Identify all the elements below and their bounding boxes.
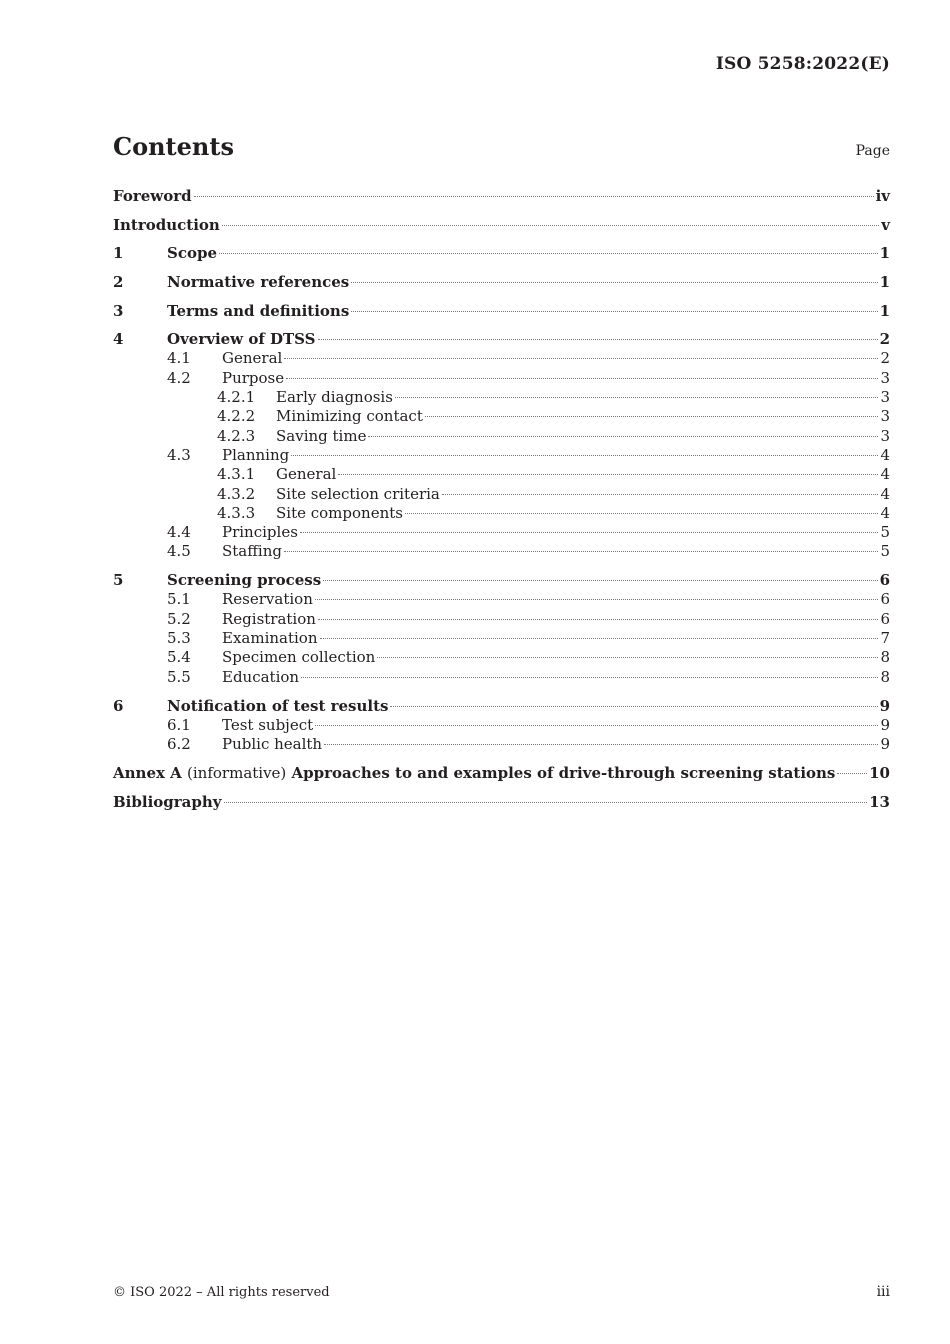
toc-entry-page: 9 [880, 715, 890, 734]
toc-entry[interactable] [113, 349, 890, 368]
dot-leader [351, 282, 877, 283]
toc-entry-number: 5.2 [167, 609, 191, 628]
dot-leader [395, 397, 879, 398]
toc-entry-title: Minimizing contact [276, 407, 423, 426]
toc-entry[interactable] [113, 235, 890, 264]
toc-entry-page: 8 [880, 648, 890, 667]
toc-entry-title: Examination [222, 628, 318, 647]
toc-entry-title: Test subject [222, 715, 314, 734]
toc-entry[interactable] [113, 465, 890, 484]
toc-entry-title: Public health [222, 734, 323, 753]
toc-entry-page: 4 [880, 445, 890, 464]
toc-entry-number: 4.3.1 [217, 465, 256, 484]
toc-entry-page: 2 [879, 330, 890, 349]
dot-leader [320, 638, 879, 639]
toc-entry[interactable] [113, 783, 890, 812]
dot-leader [315, 725, 878, 726]
toc-entry[interactable] [113, 369, 890, 388]
toc-entry-title: Overview of DTSS [167, 330, 316, 349]
toc-entry-page: 2 [880, 349, 890, 368]
toc-entry-title: Notification of test results [167, 696, 389, 715]
dot-leader [324, 744, 878, 745]
toc-entry-number: 4 [113, 330, 124, 349]
dot-leader [318, 619, 879, 620]
dot-leader [300, 532, 879, 533]
toc-entry-number: 4.2 [167, 368, 191, 387]
footer-copyright: © ISO 2022 – All rights reserved [113, 1285, 330, 1300]
toc-entry[interactable] [113, 610, 890, 629]
toc-entry-page: 4 [880, 484, 890, 503]
toc-entry-number: 1 [113, 244, 124, 263]
toc-entry[interactable] [113, 446, 890, 465]
dot-leader [338, 474, 878, 475]
toc-entry-page: 9 [880, 734, 890, 753]
dot-leader [442, 494, 879, 495]
toc-entry-number: 5.4 [167, 648, 191, 667]
toc-entry-title: Scope [167, 244, 218, 263]
toc-entry-page: 4 [880, 465, 890, 484]
toc-entry-title: Introduction [113, 215, 220, 234]
dot-leader [315, 599, 879, 600]
dot-leader [224, 802, 868, 803]
toc-entry-number: 3 [113, 301, 124, 320]
toc-entry-page: 3 [880, 407, 890, 426]
toc-entry-number: 6.1 [167, 715, 191, 734]
doc-id: ISO 5258:2022(E) [715, 54, 890, 74]
toc-entry-page: 3 [880, 388, 890, 407]
toc-entry[interactable] [113, 407, 890, 426]
dot-leader [194, 196, 874, 197]
dot-leader [323, 580, 877, 581]
dot-leader [301, 677, 878, 678]
toc-entry-page: 6 [880, 609, 890, 628]
toc-entry-number: 5.5 [167, 667, 191, 686]
toc-entry-number: 5 [113, 571, 124, 590]
footer-page-number: iii [876, 1284, 890, 1300]
toc-entry-number: 4.2.2 [217, 407, 256, 426]
toc-entry[interactable] [113, 648, 890, 667]
toc-entry-number: 4.5 [167, 542, 191, 561]
toc-entry-page: 6 [879, 571, 890, 590]
toc-entry-page: 3 [880, 368, 890, 387]
dot-leader [291, 455, 878, 456]
toc-entry-page: 1 [879, 244, 890, 263]
annex-informative-label: (informative) [187, 763, 287, 782]
toc-entry-page: 3 [880, 426, 890, 445]
contents-title: Contents [113, 132, 234, 161]
dot-leader [368, 436, 878, 437]
toc-entry-page: iv [875, 187, 890, 205]
toc-entry[interactable] [113, 206, 890, 235]
table-of-contents [113, 186, 890, 812]
toc-entry-number: 6 [113, 696, 124, 715]
toc-entry-number: 5.3 [167, 628, 191, 647]
dot-leader [284, 358, 878, 359]
toc-entry-page: 4 [880, 503, 890, 522]
toc-entry-page: 8 [880, 667, 890, 686]
toc-entry-number: 4.3.3 [217, 503, 256, 522]
toc-entry-title: Specimen collection [222, 648, 376, 667]
toc-entry-number: 4.4 [167, 523, 191, 542]
toc-entry-page: 10 [869, 763, 890, 782]
toc-entry-page: 7 [880, 628, 890, 647]
toc-entry[interactable] [113, 292, 890, 321]
toc-entry-number: 2 [113, 273, 124, 292]
toc-entry-number: 6.2 [167, 734, 191, 753]
dot-leader [222, 225, 879, 226]
annex-label: Annex A [113, 763, 182, 782]
toc-entry[interactable] [113, 687, 890, 716]
toc-entry-number: 4.3 [167, 445, 191, 464]
toc-entry[interactable] [113, 186, 890, 206]
dot-leader [318, 339, 878, 340]
toc-entry[interactable] [113, 590, 890, 609]
toc-entry-title: Foreword [113, 187, 192, 205]
toc-entry[interactable] [113, 629, 890, 648]
toc-entry-title: Terms and definitions [167, 301, 350, 320]
toc-entry-page: 5 [880, 523, 890, 542]
toc-entry[interactable] [113, 504, 890, 523]
toc-entry-title: Site components [276, 503, 403, 522]
toc-entry-page: 13 [869, 792, 890, 811]
toc-entry-title: Early diagnosis [276, 388, 393, 407]
toc-entry[interactable] [113, 485, 890, 504]
toc-entry-title: Principles [222, 523, 298, 542]
toc-entry-number: 4.2.1 [217, 388, 256, 407]
toc-entry[interactable] [113, 735, 890, 754]
toc-entry-title: Staffing [222, 542, 282, 561]
toc-entry-number: 4.2.3 [217, 426, 256, 445]
toc-entry-page: 1 [879, 273, 890, 292]
dot-leader [219, 253, 878, 254]
toc-entry[interactable] [113, 668, 890, 687]
toc-entry[interactable] [113, 716, 890, 735]
dot-leader [405, 513, 878, 514]
dot-leader [837, 773, 867, 774]
dot-leader [377, 657, 878, 658]
annex-title: Approaches to and examples of drive-through screening stations [291, 763, 836, 782]
dot-leader [284, 551, 878, 552]
toc-entry[interactable] [113, 388, 890, 407]
toc-entry-title [113, 763, 835, 783]
toc-entry-title: Purpose [222, 368, 285, 387]
toc-entry-page: 6 [880, 590, 890, 609]
page-column-label: Page [855, 143, 890, 159]
toc-entry-page: 1 [879, 301, 890, 320]
dot-leader [351, 311, 877, 312]
toc-entry-title: Education [222, 667, 300, 686]
toc-entry-title: Planning [222, 445, 290, 464]
dot-leader [286, 378, 878, 379]
toc-entry-title: Screening process [167, 571, 322, 590]
toc-entry-page: 9 [879, 696, 890, 715]
toc-entry-title: General [276, 465, 337, 484]
toc-entry-number: 5.1 [167, 590, 191, 609]
toc-entry-title: Reservation [222, 590, 313, 609]
toc-entry[interactable] [113, 523, 890, 542]
toc-entry-title: Site selection criteria [276, 484, 440, 503]
toc-entry-title: Normative references [167, 273, 350, 292]
toc-entry-title: General [222, 349, 283, 368]
dot-leader [425, 416, 879, 417]
toc-entry[interactable] [113, 427, 890, 446]
toc-entry[interactable] [113, 542, 890, 561]
toc-entry-title: Bibliography [113, 792, 222, 811]
toc-entry-title: Saving time [276, 426, 367, 445]
toc-entry-page: 5 [880, 542, 890, 561]
toc-entry[interactable] [113, 321, 890, 350]
toc-entry[interactable] [113, 754, 890, 783]
toc-entry[interactable] [113, 263, 890, 292]
toc-entry-number: 4.3.2 [217, 484, 256, 503]
toc-entry-title: Registration [222, 609, 316, 628]
toc-entry-page: v [881, 215, 890, 234]
dot-leader [390, 706, 877, 707]
toc-entry[interactable] [113, 562, 890, 591]
toc-entry-number: 4.1 [167, 349, 191, 368]
